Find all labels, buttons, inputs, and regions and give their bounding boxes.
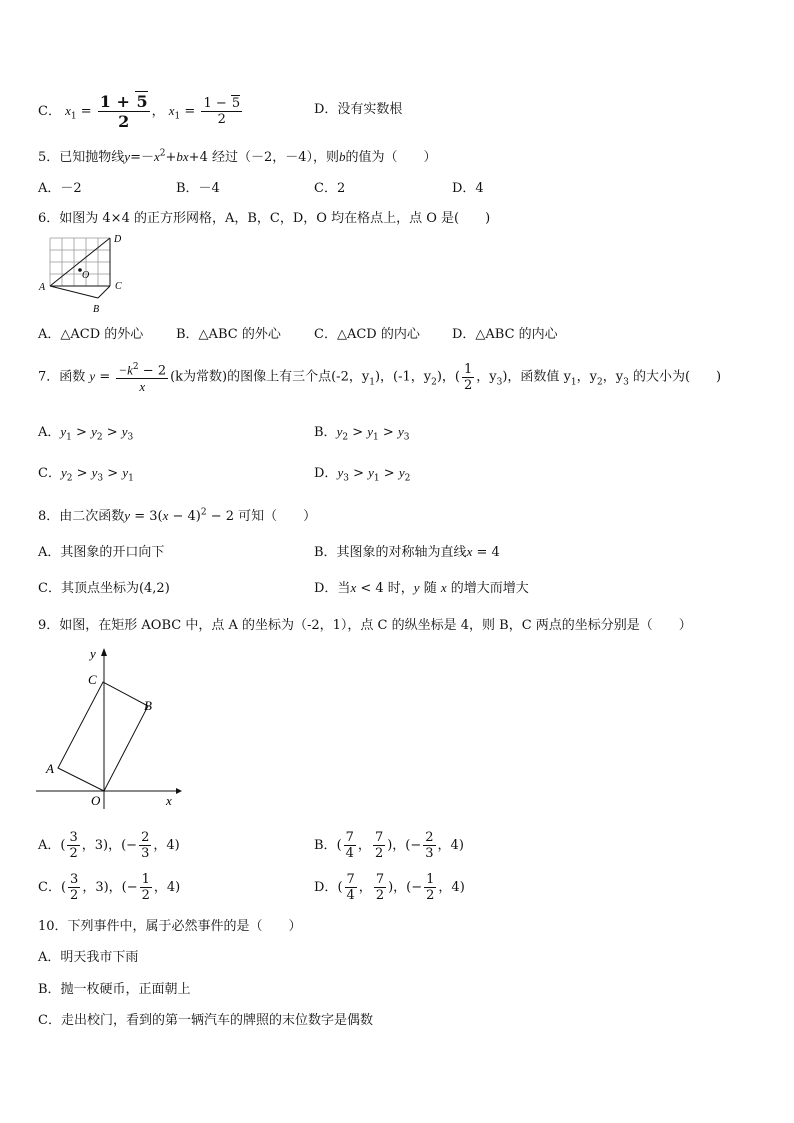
label-d: D (114, 234, 122, 245)
q4-option-d[interactable]: D．没有实数根 (314, 102, 403, 117)
label-c: C (88, 672, 97, 687)
q5-option-d[interactable]: D．4 (452, 181, 484, 196)
label-b: B (144, 698, 152, 713)
q9-option-a[interactable]: A．( $\frac{3}{2}$ ，3)，(− $\frac{2}{3}$ ，4) (38, 830, 180, 861)
q6-option-a[interactable]: A．△ACD 的外心 (38, 327, 144, 342)
q5-option-a[interactable]: A．－2 (38, 181, 82, 196)
q8-option-d[interactable]: D．当x < 4 时，y 随 x 的增大而增大 (314, 580, 529, 596)
q7-stem: 7．函数 y = $\frac{-k^2 - 2}{x}$ (k为常数)的图像上有三个点(-2，$y_1$)，(-1，$y_2$)，( $\frac{1}{2}$ ，$y_3$)，函数值 $y_1$，$y_2$，$y_3$ 的大小为( ) (38, 361, 722, 395)
label-a: A (46, 761, 54, 776)
q8-option-a[interactable]: A．其图象的开口向下 (38, 545, 165, 560)
q7-option-b[interactable]: B．$y_2 > y_1 > y_3$ (314, 424, 410, 443)
label-o: O (91, 793, 101, 808)
q9-option-b[interactable]: B．( $\frac{7}{4}$ ， $\frac{7}{2}$ )，(− $\frac{2}{3}$ ，4) (314, 830, 464, 861)
q6-option-d[interactable]: D．△ABC 的内心 (452, 327, 558, 342)
q9-stem: 9．如图，在矩形 AOBC 中，点 A 的坐标为（-2，1），点 C 的纵坐标是 4，则 B，C 两点的坐标分别是（ ） (38, 618, 692, 633)
rectangle-aobc (58, 682, 148, 791)
q9-option-d[interactable]: D．( $\frac{7}{4}$ ， $\frac{7}{2}$ )，(− $\frac{1}{2}$ ，4) (314, 872, 465, 903)
label-b: B (93, 304, 100, 315)
q8-option-b[interactable]: B．其图象的对称轴为直线x = 4 (314, 544, 500, 560)
label-a: A (39, 282, 46, 293)
q7-option-a[interactable]: A．$y_1 > y_2 > y_3$ (38, 424, 134, 443)
q8-option-c[interactable]: C．其顶点坐标为(4,2) (38, 581, 170, 596)
y-axis-arrow (101, 648, 107, 656)
q10-option-b[interactable]: B．抛一枚硬币，正面朝上 (38, 982, 191, 997)
segment-bc (98, 286, 110, 298)
label-o: O (82, 270, 90, 281)
q10-stem: 10．下列事件中，属于必然事件的是（ ） (38, 919, 302, 934)
segment-ab (50, 286, 98, 298)
q8-stem: 8．由二次函数$y = 3(x - 4)^2 - 2$ 可知（ ） (38, 507, 317, 524)
q10-option-a[interactable]: A．明天我市下雨 (38, 950, 139, 965)
q6-option-c[interactable]: C．△ACD 的内心 (314, 327, 420, 342)
x-axis-arrow (176, 788, 182, 794)
label-y: y (90, 646, 96, 661)
label-c: C (115, 281, 122, 292)
q9-option-c[interactable]: C．( $\frac{3}{2}$ ，3)，(− $\frac{1}{2}$ ，4) (38, 872, 181, 903)
q5-option-c[interactable]: C．2 (314, 181, 346, 196)
q5-stem: 5．已知抛物线$y=-x^2+bx+4$ 经过（－2，－4），则b的值为（ ） (38, 148, 437, 165)
q7-option-d[interactable]: D．$y_3 > y_1 > y_2$ (314, 465, 411, 484)
q7-option-c[interactable]: C．$y_2 > y_3 > y_1$ (38, 465, 134, 484)
label-x: x (166, 793, 172, 808)
q4-option-c[interactable]: C． $x_1$ = $\frac{1 + 5}{2}$ ， $x_1$ = $\frac{1 - 5}{2}$ (38, 92, 241, 131)
q6-option-b[interactable]: B．△ABC 的外心 (176, 327, 281, 342)
q10-option-c[interactable]: C．走出校门，看到的第一辆汽车的牌照的末位数字是偶数 (38, 1013, 373, 1028)
q6-grid-figure (36, 230, 132, 316)
q6-stem: 6．如图为 4×4 的正方形网格，A，B，C，D，O 均在格点上，点 O 是( ) (38, 211, 491, 226)
q5-option-b[interactable]: B．－4 (176, 181, 220, 196)
q9-coordinate-figure (36, 644, 186, 814)
